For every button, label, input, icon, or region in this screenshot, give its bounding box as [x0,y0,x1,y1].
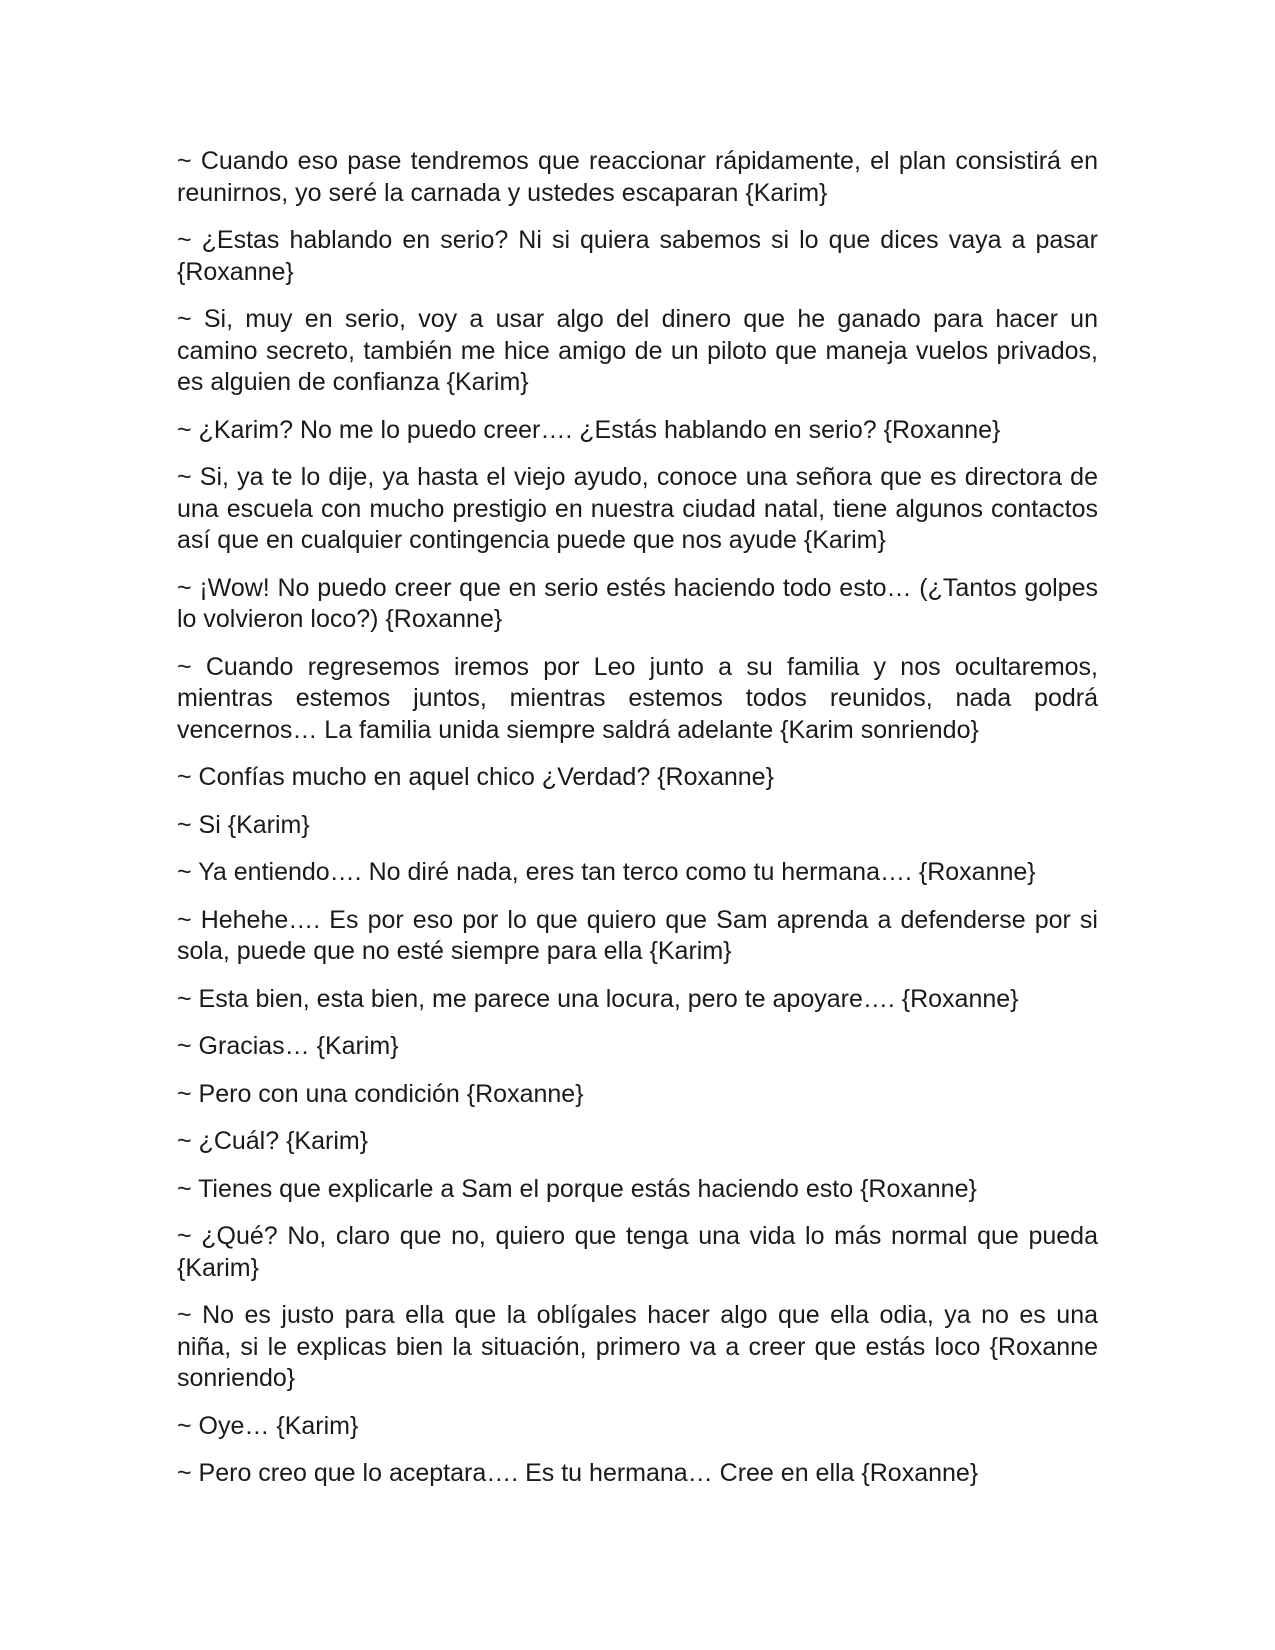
dialogue-paragraph: ~ Si {Karim} [177,810,310,839]
dialogue-paragraph: ~ Pero creo que lo aceptara…. Es tu hermana… Cree en ella {Roxanne} [177,1459,979,1487]
dialogue-paragraph: ~ Gracias… {Karim} [177,1032,399,1060]
dialogue-paragraph: ~ ¿Karim? No me lo puedo creer…. ¿Estás hablando en serio? {Roxanne} [177,415,1001,444]
dialogue-paragraph: ~ Ya entiendo…. No diré nada, eres tan terco como tu hermana…. {Roxanne} [177,858,1036,886]
dialogue-paragraph: ~ Pero con una condición {Roxanne} [177,1079,584,1108]
dialogue-paragraph: ~ Si, ya te lo dije, ya hasta el viejo ayudo, conoce una señora que es directora de una escuela con mucho prestigio en nuestra ciudad natal, tiene algunos contactos así que en cualquier contingencia puede que nos ayude {Karim} [177,463,1098,554]
dialogue-paragraph: ~ ¡Wow! No puedo creer que en serio estés haciendo todo esto… (¿Tantos golpes lo volvieron loco?) {Roxanne} [177,573,1098,633]
dialogue-paragraph: ~ Confías mucho en aquel chico ¿Verdad? {Roxanne} [177,763,774,791]
dialogue-paragraph: ~ No es justo para ella que la oblígales hacer algo que ella odia, ya no es una niña, si le explicas bien la situación, primero va a creer que estás loco {Roxanne sonriendo} [177,1301,1098,1392]
document-page [177,146,1098,1506]
dialogue-paragraph: ~ Tienes que explicarle a Sam el porque estás haciendo esto {Roxanne} [177,1174,977,1203]
dialogue-paragraph: ~ Cuando regresemos iremos por Leo junto a su familia y nos ocultaremos, mientras estemos juntos, mientras estemos todos reunidos, nada podrá vencernos… La familia unida siempre saldrá adelante {Karim sonriendo} [177,652,1098,744]
dialogue-paragraph: ~ ¿Estas hablando en serio? Ni si quiera sabemos si lo que dices vaya a pasar {Roxanne} [177,226,1098,286]
dialogue-paragraph: ~ Oye… {Karim} [177,1411,359,1440]
dialogue-paragraph: ~ ¿Qué? No, claro que no, quiero que tenga una vida lo más normal que pueda {Karim} [177,1222,1098,1282]
dialogue-paragraph: ~ Esta bien, esta bien, me parece una locura, pero te apoyare…. {Roxanne} [177,984,1019,1013]
dialogue-paragraph: ~ Si, muy en serio, voy a usar algo del dinero que he ganado para hacer un camino secreto, también me hice amigo de un piloto que maneja vuelos privados, es alguien de confianza {Karim} [177,305,1098,396]
dialogue-paragraph: ~ ¿Cuál? {Karim} [177,1127,369,1155]
dialogue-paragraph: ~ Cuando eso pase tendremos que reaccionar rápidamente, el plan consistirá en reunirnos, yo seré la carnada y ustedes escaparan {Karim} [177,147,1098,207]
dialogue-paragraph: ~ Hehehe…. Es por eso por lo que quiero que Sam aprenda a defenderse por si sola, puede que no esté siempre para ella {Karim} [177,905,1098,965]
